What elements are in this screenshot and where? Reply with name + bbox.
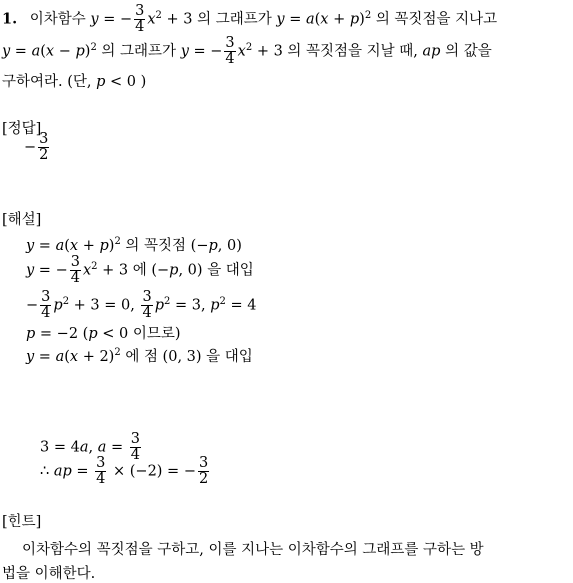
fraction: $\frac{3}{2}$	[198, 455, 209, 488]
problem-line-3: 구하여라. (단, p < 0 )	[2, 74, 147, 90]
problem-line-1: 1. 이차함수 y = − $\frac{3}{4}$ $x^2 + 3$ 의 그래프가 $y = a(x + p)^2$ 의 꼭짓점을 지나고	[2, 3, 498, 36]
solution-line-5: $y = a(x + 2)^2$ 에 점 (0, 3) 을 대입	[26, 347, 253, 365]
answer-value: − $\frac{3}{2}$	[24, 131, 49, 164]
fraction: $\frac{3}{4}$	[130, 431, 140, 464]
fraction: $\frac{3}{4}$	[41, 289, 51, 322]
fraction: $\frac{3}{4}$	[225, 35, 235, 68]
solution-line-1: $y = a(x + p)^2$ 의 꼭짓점 (−p, 0)	[26, 236, 242, 254]
fraction: $\frac{3}{4}$	[135, 3, 145, 36]
answer-fraction: $\frac{3}{2}$	[39, 131, 49, 164]
solution-line-2: y = − $\frac{3}{4}$ $x^2 + 3$ 에 (−p, 0) 을 대입	[26, 254, 254, 287]
solution-line-3: − $\frac{3}{4}$ $p^2 + 3 = 0$, $\frac{3}{4}$ $p^2 = 3$, $p^2 = 4$	[26, 289, 257, 322]
solution-label: [해설]	[2, 212, 42, 228]
answer-label: [정답]	[2, 121, 42, 137]
solution-line-6: 3 = 4a, a = $\frac{3}{4}$	[40, 431, 140, 464]
fraction: $\frac{3}{4}$	[96, 455, 106, 488]
solution-line-7: ∴ ap = $\frac{3}{4}$ × (−2) = − $\frac{3}{2}$	[40, 455, 209, 488]
problem-number: 1.	[2, 10, 18, 28]
fraction: $\frac{3}{4}$	[142, 289, 152, 322]
hint-line-2: 법을 이해한다.	[2, 566, 96, 582]
problem-line-2: $y = a(x - p)^2$ 의 그래프가 y = − $\frac{3}{4}$ $x^2 + 3$ 의 꼭짓점을 지날 때, ap 의 값을	[2, 35, 492, 68]
fraction: $\frac{3}{4}$	[70, 254, 80, 287]
hint-label: [힌트]	[2, 514, 42, 530]
solution-line-4: p = −2 (p < 0 이므로)	[26, 326, 181, 342]
hint-line-1: 이차함수의 꼭짓점을 구하고, 이를 지나는 이차함수의 그래프를 구하는 방	[22, 542, 484, 558]
